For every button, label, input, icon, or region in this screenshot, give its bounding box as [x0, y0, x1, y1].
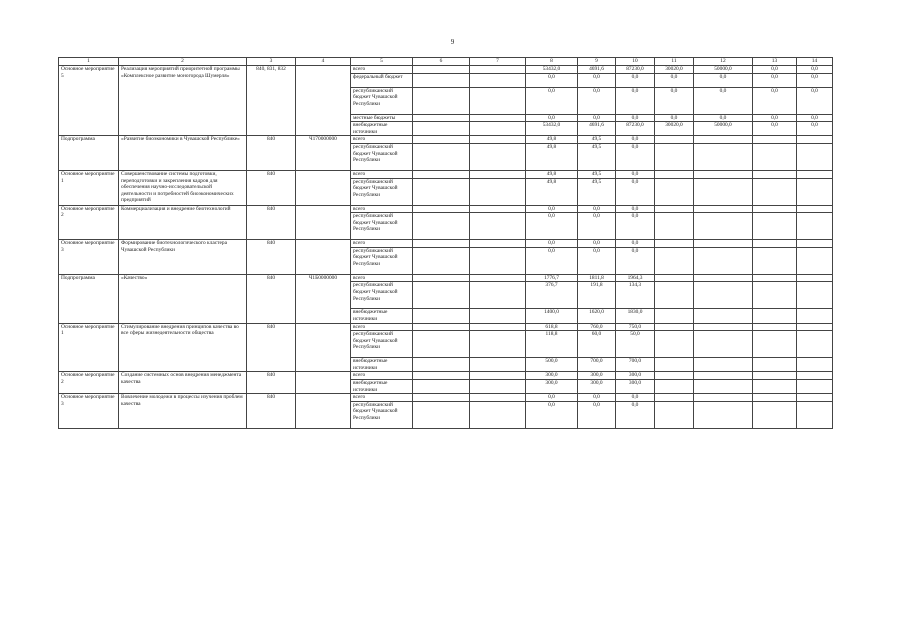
row-program-cell [296, 394, 351, 429]
value-cell [797, 401, 833, 428]
value-cell [655, 309, 694, 323]
value-cell: 191,8 [578, 282, 616, 309]
value-cell [413, 143, 470, 170]
funding-source-cell: внебюджетные источники [351, 122, 413, 136]
value-cell [753, 358, 797, 372]
value-cell [413, 401, 470, 428]
value-cell [470, 379, 526, 393]
value-cell: 53432,0 [526, 66, 578, 74]
value-cell: 49,8 [526, 178, 578, 205]
value-cell [413, 274, 470, 282]
row-type-cell: Основное мероприятие 3 [59, 394, 119, 429]
value-cell [470, 122, 526, 136]
header-cell: 14 [797, 58, 833, 66]
value-cell: 0,0 [616, 136, 655, 144]
funding-source-cell: республиканский бюджет Чувашской Республики [351, 143, 413, 170]
value-cell: 0,0 [753, 73, 797, 87]
value-cell: 0,0 [526, 240, 578, 248]
value-cell: 49,8 [526, 143, 578, 170]
funding-source-cell: всего [351, 394, 413, 402]
header-cell: 7 [470, 58, 526, 66]
value-cell: 0,0 [694, 114, 753, 122]
page-number: 9 [450, 38, 455, 46]
value-cell [470, 372, 526, 380]
value-cell: 134,3 [616, 282, 655, 309]
value-cell: 0,0 [616, 205, 655, 213]
funding-source-cell: республиканский бюджет Чувашской Республики [351, 401, 413, 428]
value-cell [655, 143, 694, 170]
row-code-cell: 840, 831, 832 [247, 66, 296, 136]
value-cell [470, 205, 526, 213]
value-cell [753, 401, 797, 428]
value-cell [797, 205, 833, 213]
value-cell: 0,0 [753, 114, 797, 122]
value-cell: 0,0 [753, 66, 797, 74]
value-cell: 0,0 [616, 73, 655, 87]
value-cell [753, 323, 797, 331]
value-cell [797, 274, 833, 282]
value-cell: 0,0 [616, 170, 655, 178]
row-title-cell: Совершенствование системы подготовки, переподготовки и закрепления кадров для обеспечения научно-исследовательской деятельности и потребностей биоэкономических предприятий [119, 170, 247, 205]
value-cell: 1776,7 [526, 274, 578, 282]
value-cell [797, 136, 833, 144]
value-cell: 0,0 [616, 87, 655, 114]
header-cell: 2 [119, 58, 247, 66]
value-cell [797, 143, 833, 170]
value-cell [655, 170, 694, 178]
value-cell: 0,0 [578, 401, 616, 428]
value-cell: 0,0 [797, 122, 833, 136]
value-cell: 0,0 [526, 247, 578, 274]
value-cell [694, 178, 753, 205]
value-cell [655, 401, 694, 428]
row-program-cell [296, 205, 351, 240]
table-row [59, 136, 833, 144]
row-title-cell: Создание системных основ внедрения менеджмента качества [119, 372, 247, 394]
value-cell [797, 240, 833, 248]
header-cell: 4 [296, 58, 351, 66]
value-cell: 0,0 [526, 205, 578, 213]
value-cell [655, 178, 694, 205]
funding-source-cell: всего [351, 136, 413, 144]
funding-source-cell: всего [351, 205, 413, 213]
value-cell [694, 213, 753, 240]
value-cell: 30020,0 [655, 66, 694, 74]
value-cell [470, 358, 526, 372]
funding-source-cell: всего [351, 372, 413, 380]
table-row [59, 274, 833, 282]
value-cell: 0,0 [616, 240, 655, 248]
row-type-cell: Основное мероприятие 3 [59, 240, 119, 275]
table-row [59, 66, 833, 74]
value-cell: 50,0 [616, 331, 655, 358]
value-cell [655, 372, 694, 380]
value-cell [413, 136, 470, 144]
value-cell [470, 323, 526, 331]
header-cell: 3 [247, 58, 296, 66]
value-cell [655, 247, 694, 274]
value-cell [753, 178, 797, 205]
value-cell [413, 170, 470, 178]
header-cell: 8 [526, 58, 578, 66]
value-cell: 760,0 [578, 323, 616, 331]
value-cell [470, 394, 526, 402]
value-cell [753, 205, 797, 213]
funding-source-cell: республиканский бюджет Чувашской Республики [351, 213, 413, 240]
value-cell: 49,5 [578, 143, 616, 170]
value-cell [753, 213, 797, 240]
row-title-cell: «Развитие биоэкономики в Чувашской Республике» [119, 136, 247, 171]
value-cell [797, 170, 833, 178]
header-cell: 10 [616, 58, 655, 66]
header-cell: 1 [59, 58, 119, 66]
value-cell [470, 309, 526, 323]
value-cell [753, 247, 797, 274]
value-cell: 49,5 [578, 178, 616, 205]
value-cell [470, 274, 526, 282]
header-cell: 6 [413, 58, 470, 66]
row-program-cell [296, 372, 351, 394]
value-cell: 0,0 [578, 213, 616, 240]
value-cell: 300,0 [616, 379, 655, 393]
value-cell: 300,0 [526, 372, 578, 380]
value-cell [797, 323, 833, 331]
value-cell [694, 205, 753, 213]
row-program-cell [296, 323, 351, 372]
value-cell: 750,0 [616, 323, 655, 331]
table-row [59, 372, 833, 380]
value-cell [655, 274, 694, 282]
row-program-cell [296, 170, 351, 205]
value-cell: 0,0 [526, 213, 578, 240]
funding-source-cell: всего [351, 66, 413, 74]
value-cell [694, 170, 753, 178]
funding-source-cell: местные бюджеты [351, 114, 413, 122]
value-cell [694, 309, 753, 323]
value-cell: 300,0 [526, 379, 578, 393]
value-cell: 500,0 [526, 358, 578, 372]
value-cell [655, 205, 694, 213]
value-cell: 0,0 [616, 143, 655, 170]
value-cell [413, 73, 470, 87]
value-cell [413, 213, 470, 240]
value-cell [470, 87, 526, 114]
row-title-cell: «Качество» [119, 274, 247, 323]
funding-source-cell: республиканский бюджет Чувашской Республики [351, 331, 413, 358]
value-cell: 0,0 [578, 394, 616, 402]
value-cell [753, 170, 797, 178]
value-cell [694, 136, 753, 144]
value-cell [655, 331, 694, 358]
value-cell [413, 114, 470, 122]
row-code-cell: 840 [247, 136, 296, 171]
value-cell [694, 401, 753, 428]
row-type-cell: Основное мероприятие 1 [59, 170, 119, 205]
value-cell: 49,8 [526, 136, 578, 144]
value-cell [753, 379, 797, 393]
funding-source-cell: внебюджетные источники [351, 379, 413, 393]
value-cell [797, 178, 833, 205]
value-cell [797, 331, 833, 358]
funding-source-cell: республиканский бюджет Чувашской Республики [351, 87, 413, 114]
value-cell [753, 143, 797, 170]
value-cell [694, 143, 753, 170]
value-cell [655, 213, 694, 240]
value-cell: 0,0 [655, 73, 694, 87]
value-cell: 49,5 [578, 170, 616, 178]
value-cell [413, 372, 470, 380]
value-cell: 53432,0 [526, 122, 578, 136]
value-cell [413, 282, 470, 309]
funding-source-cell: внебюджетные источники [351, 309, 413, 323]
value-cell: 50000,0 [694, 66, 753, 74]
value-cell: 300,0 [578, 372, 616, 380]
value-cell: 0,0 [616, 401, 655, 428]
row-type-cell: Подпрограмма [59, 136, 119, 171]
funding-source-cell: всего [351, 274, 413, 282]
funding-source-cell: республиканский бюджет Чувашской Республики [351, 282, 413, 309]
value-cell [694, 282, 753, 309]
value-cell [470, 240, 526, 248]
value-cell [413, 379, 470, 393]
value-cell: 4691,6 [578, 66, 616, 74]
value-cell: 87230,0 [616, 122, 655, 136]
value-cell [753, 240, 797, 248]
value-cell [413, 87, 470, 114]
value-cell: 0,0 [578, 205, 616, 213]
value-cell: 0,0 [526, 114, 578, 122]
value-cell: 0,0 [753, 122, 797, 136]
value-cell [655, 282, 694, 309]
table-row [59, 205, 833, 213]
value-cell [753, 274, 797, 282]
value-cell: 0,0 [526, 87, 578, 114]
value-cell [655, 136, 694, 144]
value-cell: 49,8 [526, 170, 578, 178]
table-body [59, 58, 833, 429]
row-title-cell: Вовлечение молодежи в процессы изучения проблем качества [119, 394, 247, 429]
value-cell: 118,8 [526, 331, 578, 358]
value-cell: 0,0 [797, 73, 833, 87]
funding-source-cell: всего [351, 240, 413, 248]
value-cell [694, 240, 753, 248]
table-row [59, 394, 833, 402]
value-cell [753, 331, 797, 358]
row-code-cell: 840 [247, 372, 296, 394]
table-row [59, 240, 833, 248]
funding-source-cell: республиканский бюджет Чувашской Республики [351, 247, 413, 274]
row-title-cell: Стимулирование внедрения принципов качества во все сферы жизнедеятельности общества [119, 323, 247, 372]
value-cell: 87230,0 [616, 66, 655, 74]
value-cell [694, 331, 753, 358]
value-cell [753, 372, 797, 380]
row-program-cell [296, 66, 351, 136]
value-cell [797, 379, 833, 393]
value-cell [470, 136, 526, 144]
row-title-cell: Коммерциализация и внедрение биотехнологий [119, 205, 247, 240]
value-cell: 49,5 [578, 136, 616, 144]
value-cell [797, 247, 833, 274]
value-cell [413, 358, 470, 372]
value-cell [797, 372, 833, 380]
value-cell [797, 358, 833, 372]
header-cell: 9 [578, 58, 616, 66]
row-type-cell: Основное мероприятие 2 [59, 372, 119, 394]
table-row [59, 170, 833, 178]
row-program-cell: Ч170000000 [296, 136, 351, 171]
value-cell [470, 143, 526, 170]
value-cell [413, 331, 470, 358]
value-cell: 0,0 [578, 73, 616, 87]
funding-source-cell: всего [351, 323, 413, 331]
value-cell: 0,0 [616, 394, 655, 402]
value-cell: 0,0 [655, 114, 694, 122]
value-cell [470, 73, 526, 87]
value-cell: 50000,0 [694, 122, 753, 136]
row-code-cell: 840 [247, 205, 296, 240]
value-cell: 0,0 [616, 178, 655, 205]
table-row [59, 323, 833, 331]
value-cell: 1964,3 [616, 274, 655, 282]
value-cell [753, 282, 797, 309]
value-cell [470, 66, 526, 74]
row-type-cell: Основное мероприятие 1 [59, 323, 119, 372]
row-code-cell: 840 [247, 323, 296, 372]
row-program-cell [296, 240, 351, 275]
value-cell [753, 309, 797, 323]
value-cell: 1811,8 [578, 274, 616, 282]
value-cell [470, 114, 526, 122]
value-cell: 0,0 [616, 247, 655, 274]
value-cell: 700,0 [616, 358, 655, 372]
value-cell [655, 379, 694, 393]
row-type-cell: Основное мероприятие 2 [59, 205, 119, 240]
value-cell [694, 379, 753, 393]
value-cell: 300,0 [616, 372, 655, 380]
value-cell: 700,0 [578, 358, 616, 372]
value-cell: 0,0 [526, 401, 578, 428]
value-cell [470, 247, 526, 274]
value-cell: 60,0 [578, 331, 616, 358]
value-cell: 1830,0 [616, 309, 655, 323]
value-cell [413, 247, 470, 274]
value-cell [470, 170, 526, 178]
funding-source-cell: всего [351, 170, 413, 178]
value-cell: 0,0 [578, 87, 616, 114]
row-title-cell: Реализация мероприятий приоритетной программы «Комплексное развитие моногорода Шумерля» [119, 66, 247, 136]
value-cell [413, 240, 470, 248]
value-cell: 0,0 [616, 213, 655, 240]
row-code-cell: 840 [247, 274, 296, 323]
value-cell [694, 358, 753, 372]
header-cell: 12 [694, 58, 753, 66]
value-cell: 0,0 [526, 394, 578, 402]
value-cell [694, 372, 753, 380]
value-cell [694, 323, 753, 331]
value-cell [470, 401, 526, 428]
value-cell [655, 394, 694, 402]
value-cell [413, 394, 470, 402]
value-cell [470, 331, 526, 358]
value-cell: 0,0 [694, 87, 753, 114]
row-code-cell: 840 [247, 394, 296, 429]
value-cell: 1400,0 [526, 309, 578, 323]
value-cell [694, 274, 753, 282]
header-cell: 11 [655, 58, 694, 66]
row-program-cell: Ч1Б0000000 [296, 274, 351, 323]
value-cell: 0,0 [578, 240, 616, 248]
value-cell [655, 323, 694, 331]
value-cell [413, 309, 470, 323]
value-cell [470, 282, 526, 309]
value-cell: 300,0 [578, 379, 616, 393]
value-cell [655, 358, 694, 372]
header-cell: 13 [753, 58, 797, 66]
value-cell: 30020,0 [655, 122, 694, 136]
value-cell [797, 309, 833, 323]
budget-table [58, 57, 833, 429]
value-cell [413, 122, 470, 136]
funding-source-cell: республиканский бюджет Чувашской Республики [351, 178, 413, 205]
funding-source-cell: федеральный бюджет [351, 73, 413, 87]
value-cell [753, 394, 797, 402]
value-cell: 1620,0 [578, 309, 616, 323]
row-title-cell: Формирование биотехнологического кластера Чувашской Республики [119, 240, 247, 275]
value-cell: 0,0 [616, 114, 655, 122]
value-cell: 618,8 [526, 323, 578, 331]
value-cell [413, 178, 470, 205]
value-cell: 0,0 [753, 87, 797, 114]
row-type-cell: Подпрограмма [59, 274, 119, 323]
value-cell [797, 213, 833, 240]
value-cell [753, 136, 797, 144]
value-cell: 0,0 [526, 73, 578, 87]
row-code-cell: 840 [247, 240, 296, 275]
row-type-cell: Основное мероприятие 5 [59, 66, 119, 136]
value-cell: 0,0 [578, 247, 616, 274]
value-cell [797, 394, 833, 402]
value-cell: 4691,6 [578, 122, 616, 136]
funding-source-cell: внебюджетные источники [351, 358, 413, 372]
value-cell: 0,0 [797, 87, 833, 114]
value-cell [694, 394, 753, 402]
value-cell [470, 178, 526, 205]
row-code-cell: 840 [247, 170, 296, 205]
value-cell: 0,0 [655, 87, 694, 114]
value-cell [413, 205, 470, 213]
value-cell [413, 66, 470, 74]
value-cell [470, 213, 526, 240]
value-cell: 0,0 [797, 114, 833, 122]
value-cell [694, 247, 753, 274]
value-cell [655, 240, 694, 248]
header-cell: 5 [351, 58, 413, 66]
value-cell [797, 282, 833, 309]
value-cell: 376,7 [526, 282, 578, 309]
value-cell: 0,0 [797, 66, 833, 74]
value-cell [413, 323, 470, 331]
value-cell: 0,0 [578, 114, 616, 122]
value-cell: 0,0 [694, 73, 753, 87]
header-row [59, 58, 833, 66]
